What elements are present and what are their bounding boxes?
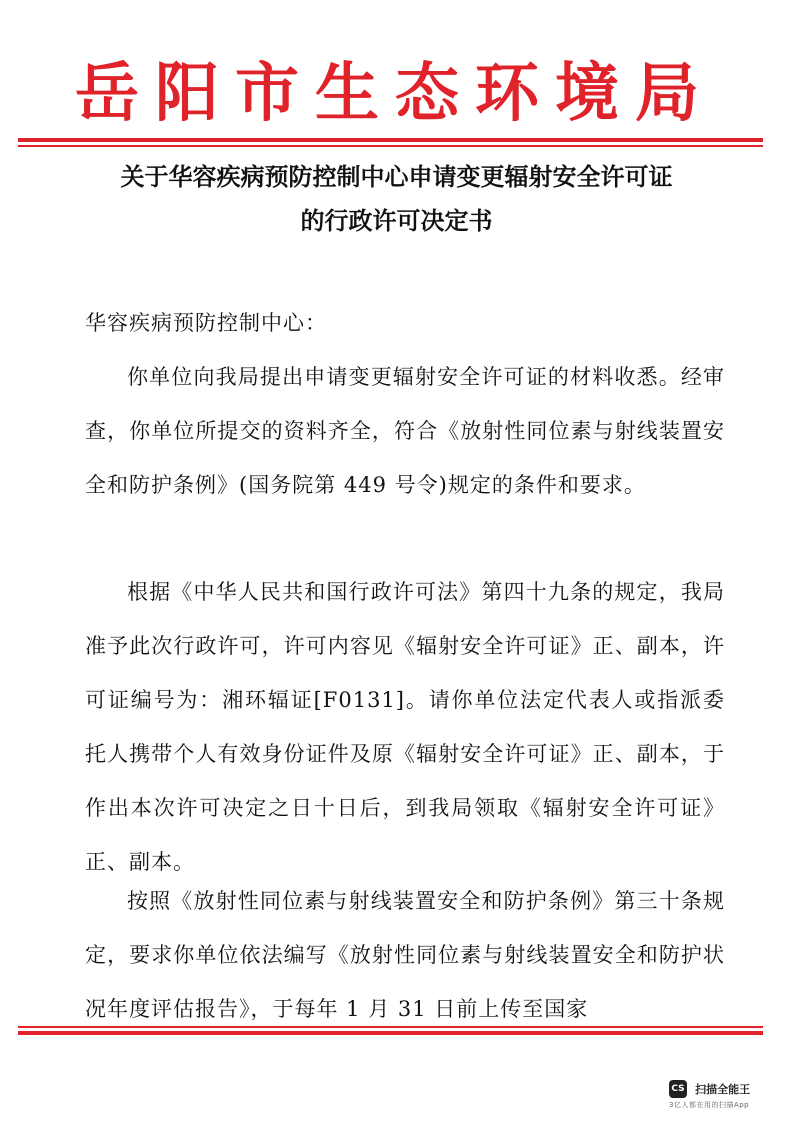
scanner-watermark	[669, 1078, 777, 1110]
footer-rule-thin	[18, 1026, 763, 1028]
letterhead-agency-name: 岳阳市生态环境局	[75, 57, 715, 131]
watermark-tagline: 3亿人都在用的扫描App	[669, 1100, 750, 1109]
letterhead-rule-thick	[18, 138, 763, 142]
paragraph-1: 你单位向我局提出申请变更辐射安全许可证的材料收悉。经审查，你单位所提交的资料齐全，符合《放射性同位素与射线装置安全和防护条例》(国务院第 449 号令)规定的条件和要求。	[85, 365, 725, 497]
document-title-line-2: 的行政许可决定书	[300, 207, 493, 235]
salutation: 华容疾病预防控制中心：	[85, 311, 327, 335]
footer-rule-thick	[18, 1031, 763, 1035]
camscanner-logo-icon: CS	[669, 1080, 687, 1098]
paragraph-2: 根据《中华人民共和国行政许可法》第四十九条的规定，我局准予此次行政许可，许可内容见《辐射安全许可证》正、副本，许可证编号为：湘环辐证[F0131]。请你单位法定代表人或指派委托人携带个人有效身份证件及原《辐射安全许可证》正、副本，于作出本次许可决定之日十日后，到我局领取《辐射安全许可证》正、副本。	[85, 580, 725, 874]
document-title-line-1: 关于华容疾病预防控制中心申请变更辐射安全许可证	[120, 163, 673, 191]
paragraph-3: 按照《放射性同位素与射线装置安全和防护条例》第三十条规定，要求你单位依法编写《放射性同位素与射线装置安全和防护状况年度评估报告》，于每年 1 月 31 日前上传至国家	[85, 889, 725, 1021]
watermark-app-name: 扫描全能王	[695, 1082, 751, 1096]
letterhead-rule-thin	[18, 145, 763, 147]
